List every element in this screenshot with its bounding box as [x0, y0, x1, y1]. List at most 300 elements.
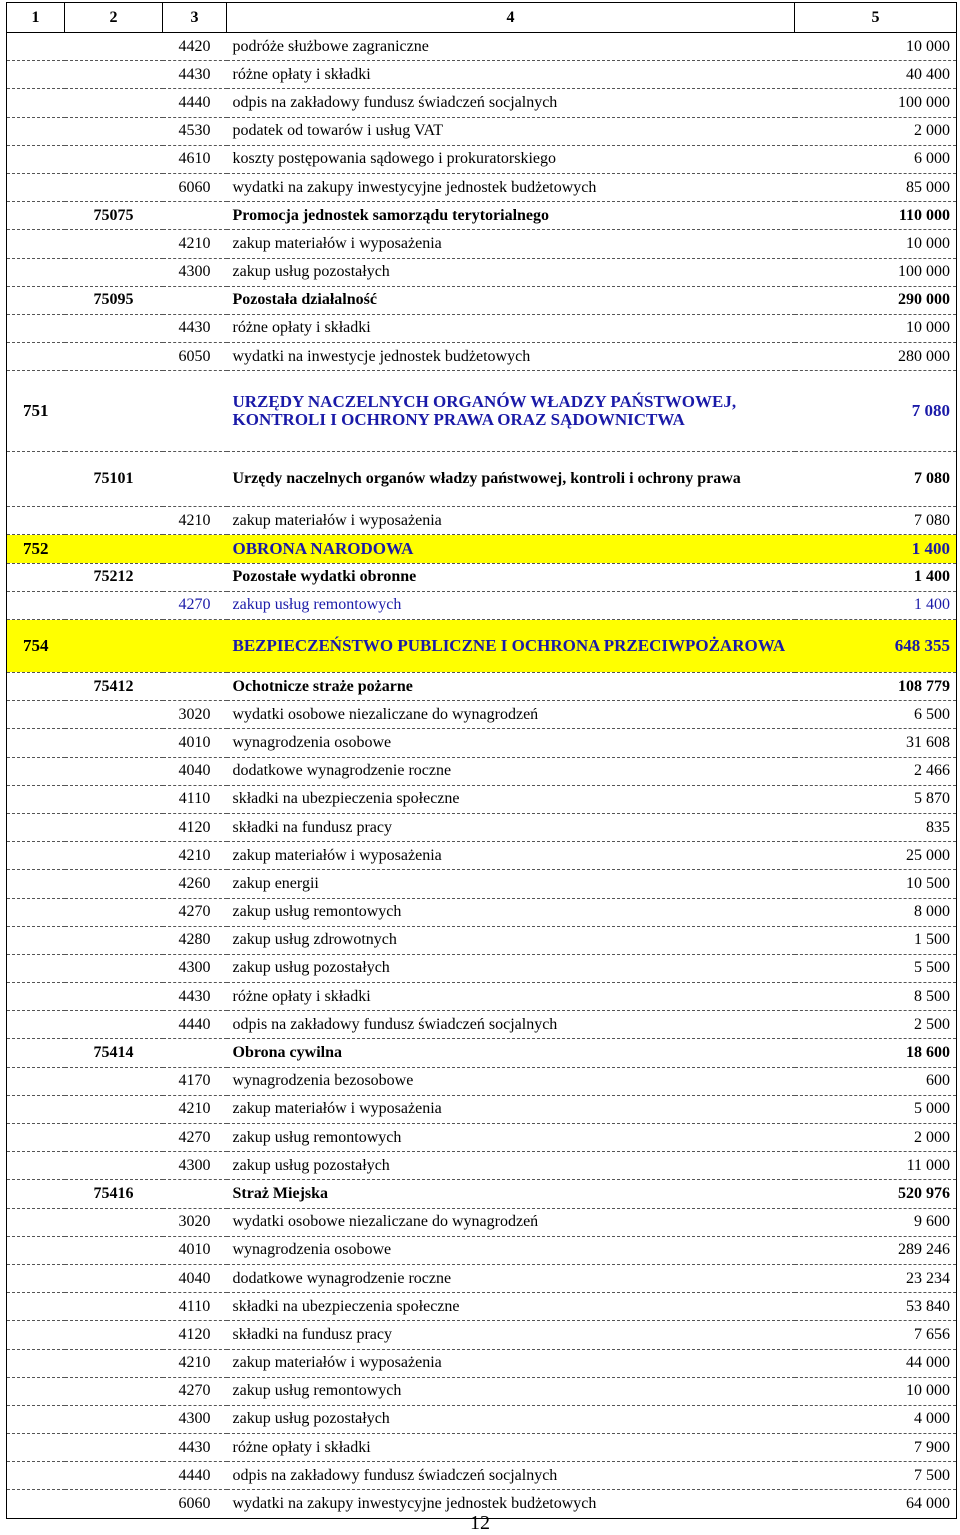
header-col-4: 4 — [227, 3, 795, 33]
table-row — [7, 1124, 957, 1152]
item-name: podatek od towarów i usług VAT — [227, 117, 795, 145]
item-amount: 100 000 — [795, 89, 957, 117]
table-row — [7, 1236, 957, 1264]
division-cell — [7, 1434, 65, 1462]
item-amount: 1 400 — [795, 591, 957, 619]
chapter-cell — [65, 314, 163, 342]
chapter-row — [7, 202, 957, 230]
item-name: składki na fundusz pracy — [227, 813, 795, 841]
division-cell — [7, 563, 65, 591]
division-code: 752 — [7, 535, 65, 563]
chapter-cell — [65, 1236, 163, 1264]
division-cell — [7, 1321, 65, 1349]
table-row — [7, 117, 957, 145]
paragraph-code: 4120 — [163, 1321, 227, 1349]
chapter-cell — [65, 813, 163, 841]
paragraph-cell — [163, 452, 227, 507]
table-row — [7, 1434, 957, 1462]
chapter-amount: 520 976 — [795, 1180, 957, 1208]
item-amount: 40 400 — [795, 61, 957, 89]
item-name: koszty postępowania sądowego i prokuratorskiego — [227, 145, 795, 173]
paragraph-code: 4300 — [163, 954, 227, 982]
table-row — [7, 507, 957, 535]
table-row — [7, 145, 957, 173]
paragraph-code: 4420 — [163, 33, 227, 61]
chapter-code: 75101 — [65, 452, 163, 507]
division-cell — [7, 1349, 65, 1377]
item-amount: 44 000 — [795, 1349, 957, 1377]
paragraph-code: 4270 — [163, 898, 227, 926]
paragraph-code: 4300 — [163, 1405, 227, 1433]
item-amount: 10 000 — [795, 314, 957, 342]
chapter-cell — [65, 870, 163, 898]
division-cell — [7, 1377, 65, 1405]
paragraph-code: 4210 — [163, 507, 227, 535]
paragraph-cell — [163, 371, 227, 452]
item-amount: 7 500 — [795, 1462, 957, 1490]
chapter-row — [7, 563, 957, 591]
paragraph-code: 4440 — [163, 89, 227, 117]
paragraph-code: 4120 — [163, 813, 227, 841]
table-row — [7, 785, 957, 813]
division-cell — [7, 1462, 65, 1490]
chapter-amount: 290 000 — [795, 286, 957, 314]
item-amount: 23 234 — [795, 1264, 957, 1292]
division-cell — [7, 926, 65, 954]
item-amount: 8 500 — [795, 983, 957, 1011]
table-row — [7, 1208, 957, 1236]
chapter-cell — [65, 954, 163, 982]
paragraph-cell — [163, 620, 227, 673]
table-row — [7, 314, 957, 342]
chapter-cell — [65, 1208, 163, 1236]
chapter-cell — [65, 117, 163, 145]
paragraph-code: 6060 — [163, 1490, 227, 1518]
paragraph-cell — [163, 202, 227, 230]
division-cell — [7, 452, 65, 507]
division-cell — [7, 1152, 65, 1180]
chapter-cell — [65, 701, 163, 729]
item-name: zakup usług remontowych — [227, 591, 795, 619]
chapter-cell — [65, 1124, 163, 1152]
chapter-cell — [65, 258, 163, 286]
division-code: 751 — [7, 371, 65, 452]
division-cell — [7, 757, 65, 785]
paragraph-code: 4430 — [163, 1434, 227, 1462]
table-header — [7, 3, 957, 33]
chapter-cell — [65, 1095, 163, 1123]
division-cell — [7, 61, 65, 89]
paragraph-code: 4300 — [163, 258, 227, 286]
chapter-cell — [65, 507, 163, 535]
item-name: różne opłaty i składki — [227, 314, 795, 342]
item-name: wydatki osobowe niezaliczane do wynagrodzeń — [227, 1208, 795, 1236]
paragraph-code: 4280 — [163, 926, 227, 954]
budget-sheet — [6, 2, 956, 1519]
table-row — [7, 813, 957, 841]
item-amount: 10 000 — [795, 230, 957, 258]
chapter-name: Urzędy naczelnych organów władzy państwowej, kontroli i ochrony prawa — [227, 452, 795, 507]
paragraph-code: 3020 — [163, 1208, 227, 1236]
table-row — [7, 1321, 957, 1349]
item-name: wynagrodzenia osobowe — [227, 1236, 795, 1264]
paragraph-code: 4210 — [163, 842, 227, 870]
chapter-cell — [65, 1405, 163, 1433]
item-name: zakup materiałów i wyposażenia — [227, 1095, 795, 1123]
division-cell — [7, 842, 65, 870]
item-name: wydatki na zakupy inwestycyjne jednostek budżetowych — [227, 1490, 795, 1518]
chapter-amount: 110 000 — [795, 202, 957, 230]
division-cell — [7, 1236, 65, 1264]
item-name: zakup usług pozostałych — [227, 1405, 795, 1433]
table-row — [7, 898, 957, 926]
division-cell — [7, 701, 65, 729]
division-cell — [7, 591, 65, 619]
division-row — [7, 535, 957, 563]
paragraph-code: 4530 — [163, 117, 227, 145]
paragraph-code: 4430 — [163, 314, 227, 342]
table-row — [7, 954, 957, 982]
header-col-5: 5 — [795, 3, 957, 33]
division-amount: 7 080 — [795, 371, 957, 452]
paragraph-code: 6050 — [163, 343, 227, 371]
paragraph-cell — [163, 535, 227, 563]
chapter-cell — [65, 620, 163, 673]
chapter-code: 75416 — [65, 1180, 163, 1208]
division-name: OBRONA NARODOWA — [227, 535, 795, 563]
division-cell — [7, 343, 65, 371]
table-row — [7, 33, 957, 61]
chapter-cell — [65, 1462, 163, 1490]
chapter-cell — [65, 1321, 163, 1349]
item-name: wynagrodzenia osobowe — [227, 729, 795, 757]
chapter-name: Pozostała działalność — [227, 286, 795, 314]
division-row — [7, 371, 957, 452]
division-cell — [7, 230, 65, 258]
paragraph-code: 4260 — [163, 870, 227, 898]
division-cell — [7, 89, 65, 117]
item-name: zakup usług remontowych — [227, 1124, 795, 1152]
item-name: wynagrodzenia bezosobowe — [227, 1067, 795, 1095]
division-cell — [7, 1293, 65, 1321]
page-number: 12 — [470, 1512, 490, 1534]
item-name: zakup materiałów i wyposażenia — [227, 842, 795, 870]
item-name: składki na fundusz pracy — [227, 1321, 795, 1349]
chapter-cell — [65, 898, 163, 926]
chapter-name: Ochotnicze straże pożarne — [227, 673, 795, 701]
chapter-cell — [65, 173, 163, 201]
table-row — [7, 1405, 957, 1433]
chapter-cell — [65, 33, 163, 61]
chapter-cell — [65, 371, 163, 452]
division-cell — [7, 898, 65, 926]
chapter-row — [7, 1180, 957, 1208]
division-amount: 648 355 — [795, 620, 957, 673]
division-cell — [7, 870, 65, 898]
table-row — [7, 701, 957, 729]
division-cell — [7, 173, 65, 201]
paragraph-cell — [163, 1180, 227, 1208]
chapter-cell — [65, 1067, 163, 1095]
header-col-2: 2 — [65, 3, 163, 33]
item-name: składki na ubezpieczenia społeczne — [227, 1293, 795, 1321]
division-cell — [7, 145, 65, 173]
paragraph-code: 4440 — [163, 1011, 227, 1039]
item-amount: 8 000 — [795, 898, 957, 926]
chapter-cell — [65, 842, 163, 870]
item-amount: 5 870 — [795, 785, 957, 813]
chapter-cell — [65, 757, 163, 785]
table-row — [7, 926, 957, 954]
item-name: wydatki osobowe niezaliczane do wynagrodzeń — [227, 701, 795, 729]
table-row — [7, 1067, 957, 1095]
item-amount: 7 080 — [795, 507, 957, 535]
item-name: zakup energii — [227, 870, 795, 898]
division-cell — [7, 1180, 65, 1208]
chapter-code: 75412 — [65, 673, 163, 701]
table-row — [7, 343, 957, 371]
chapter-cell — [65, 983, 163, 1011]
item-name: odpis na zakładowy fundusz świadczeń socjalnych — [227, 1462, 795, 1490]
chapter-row — [7, 286, 957, 314]
item-amount: 53 840 — [795, 1293, 957, 1321]
division-cell — [7, 983, 65, 1011]
paragraph-cell — [163, 286, 227, 314]
item-amount: 100 000 — [795, 258, 957, 286]
division-cell — [7, 1124, 65, 1152]
item-amount: 2 000 — [795, 1124, 957, 1152]
item-amount: 6 500 — [795, 701, 957, 729]
chapter-cell — [65, 343, 163, 371]
paragraph-code: 4210 — [163, 1349, 227, 1377]
paragraph-code: 4110 — [163, 785, 227, 813]
division-cell — [7, 1095, 65, 1123]
item-amount: 25 000 — [795, 842, 957, 870]
paragraph-code: 4270 — [163, 591, 227, 619]
chapter-name: Promocja jednostek samorządu terytorialnego — [227, 202, 795, 230]
paragraph-code: 4270 — [163, 1377, 227, 1405]
table-row — [7, 1095, 957, 1123]
chapter-cell — [65, 785, 163, 813]
item-amount: 31 608 — [795, 729, 957, 757]
chapter-cell — [65, 1152, 163, 1180]
item-amount: 2 466 — [795, 757, 957, 785]
paragraph-cell — [163, 1039, 227, 1067]
item-name: zakup usług remontowych — [227, 1377, 795, 1405]
table-row — [7, 591, 957, 619]
table-row — [7, 230, 957, 258]
item-name: zakup materiałów i wyposażenia — [227, 230, 795, 258]
item-amount: 9 600 — [795, 1208, 957, 1236]
item-amount: 2 000 — [795, 117, 957, 145]
item-amount: 2 500 — [795, 1011, 957, 1039]
item-amount: 10 000 — [795, 33, 957, 61]
division-cell — [7, 1011, 65, 1039]
chapter-cell — [65, 926, 163, 954]
chapter-amount: 1 400 — [795, 563, 957, 591]
item-name: odpis na zakładowy fundusz świadczeń socjalnych — [227, 1011, 795, 1039]
item-amount: 10 000 — [795, 1377, 957, 1405]
table-row — [7, 61, 957, 89]
division-cell — [7, 314, 65, 342]
item-name: dodatkowe wynagrodzenie roczne — [227, 1264, 795, 1292]
paragraph-cell — [163, 563, 227, 591]
paragraph-code: 4610 — [163, 145, 227, 173]
item-amount: 7 656 — [795, 1321, 957, 1349]
chapter-amount: 18 600 — [795, 1039, 957, 1067]
item-amount: 7 900 — [795, 1434, 957, 1462]
item-name: zakup usług pozostałych — [227, 954, 795, 982]
chapter-name: Pozostałe wydatki obronne — [227, 563, 795, 591]
division-cell — [7, 202, 65, 230]
division-cell — [7, 673, 65, 701]
chapter-code: 75075 — [65, 202, 163, 230]
chapter-cell — [65, 89, 163, 117]
paragraph-code: 3020 — [163, 701, 227, 729]
item-amount: 600 — [795, 1067, 957, 1095]
item-amount: 5 000 — [795, 1095, 957, 1123]
table-row — [7, 842, 957, 870]
division-cell — [7, 1264, 65, 1292]
division-name: BEZPIECZEŃSTWO PUBLICZNE I OCHRONA PRZECIWPOŻAROWA — [227, 620, 795, 673]
chapter-cell — [65, 1434, 163, 1462]
paragraph-code: 4170 — [163, 1067, 227, 1095]
division-cell — [7, 33, 65, 61]
division-name: URZĘDY NACZELNYCH ORGANÓW WŁADZY PAŃSTWOWEJ, KONTROLI I OCHRONY PRAWA ORAZ SĄDOWNICTWA — [227, 371, 795, 452]
chapter-cell — [65, 1264, 163, 1292]
header-col-1: 1 — [7, 3, 65, 33]
chapter-name: Obrona cywilna — [227, 1039, 795, 1067]
chapter-code: 75414 — [65, 1039, 163, 1067]
division-cell — [7, 1039, 65, 1067]
chapter-cell — [65, 1377, 163, 1405]
table-row — [7, 89, 957, 117]
division-cell — [7, 117, 65, 145]
paragraph-code: 4010 — [163, 1236, 227, 1264]
item-name: zakup usług pozostałych — [227, 258, 795, 286]
division-cell — [7, 785, 65, 813]
paragraph-code: 6060 — [163, 173, 227, 201]
chapter-cell — [65, 230, 163, 258]
item-name: zakup usług remontowych — [227, 898, 795, 926]
table-row — [7, 1293, 957, 1321]
item-name: zakup materiałów i wyposażenia — [227, 1349, 795, 1377]
division-cell — [7, 1405, 65, 1433]
item-amount: 85 000 — [795, 173, 957, 201]
item-amount: 64 000 — [795, 1490, 957, 1518]
table-row — [7, 1152, 957, 1180]
chapter-row — [7, 673, 957, 701]
division-cell — [7, 813, 65, 841]
table-row — [7, 173, 957, 201]
division-cell — [7, 954, 65, 982]
table-row — [7, 1264, 957, 1292]
chapter-cell — [65, 1293, 163, 1321]
division-cell — [7, 507, 65, 535]
chapter-cell — [65, 535, 163, 563]
division-cell — [7, 729, 65, 757]
paragraph-code: 4430 — [163, 983, 227, 1011]
chapter-amount: 108 779 — [795, 673, 957, 701]
item-name: zakup usług pozostałych — [227, 1152, 795, 1180]
paragraph-code: 4040 — [163, 1264, 227, 1292]
table-row — [7, 1462, 957, 1490]
paragraph-code: 4010 — [163, 729, 227, 757]
paragraph-code: 4040 — [163, 757, 227, 785]
chapter-row — [7, 1039, 957, 1067]
item-amount: 10 500 — [795, 870, 957, 898]
item-name: zakup materiałów i wyposażenia — [227, 507, 795, 535]
division-cell — [7, 286, 65, 314]
division-row — [7, 620, 957, 673]
chapter-cell — [65, 1349, 163, 1377]
chapter-cell — [65, 145, 163, 173]
item-amount: 289 246 — [795, 1236, 957, 1264]
division-cell — [7, 1208, 65, 1236]
paragraph-code: 4270 — [163, 1124, 227, 1152]
table-row — [7, 757, 957, 785]
item-name: odpis na zakładowy fundusz świadczeń socjalnych — [227, 89, 795, 117]
paragraph-code: 4430 — [163, 61, 227, 89]
chapter-cell — [65, 729, 163, 757]
paragraph-code: 4210 — [163, 230, 227, 258]
chapter-cell — [65, 1011, 163, 1039]
expenditure-table — [6, 2, 957, 1519]
item-name: składki na ubezpieczenia społeczne — [227, 785, 795, 813]
item-name: wydatki na inwestycje jednostek budżetowych — [227, 343, 795, 371]
division-code: 754 — [7, 620, 65, 673]
chapter-cell — [65, 591, 163, 619]
table-row — [7, 729, 957, 757]
item-amount: 835 — [795, 813, 957, 841]
chapter-row — [7, 452, 957, 507]
item-amount: 6 000 — [795, 145, 957, 173]
paragraph-cell — [163, 673, 227, 701]
chapter-name: Straż Miejska — [227, 1180, 795, 1208]
table-row — [7, 1349, 957, 1377]
paragraph-code: 4210 — [163, 1095, 227, 1123]
table-row — [7, 1377, 957, 1405]
paragraph-code: 4110 — [163, 1293, 227, 1321]
item-amount: 5 500 — [795, 954, 957, 982]
table-row — [7, 1011, 957, 1039]
item-name: podróże służbowe zagraniczne — [227, 33, 795, 61]
table-row — [7, 870, 957, 898]
paragraph-code: 4300 — [163, 1152, 227, 1180]
chapter-cell — [65, 61, 163, 89]
division-cell — [7, 258, 65, 286]
item-name: różne opłaty i składki — [227, 983, 795, 1011]
item-amount: 4 000 — [795, 1405, 957, 1433]
chapter-amount: 7 080 — [795, 452, 957, 507]
table-row — [7, 983, 957, 1011]
item-amount: 11 000 — [795, 1152, 957, 1180]
item-amount: 1 500 — [795, 926, 957, 954]
division-cell — [7, 1067, 65, 1095]
chapter-code: 75212 — [65, 563, 163, 591]
item-name: dodatkowe wynagrodzenie roczne — [227, 757, 795, 785]
paragraph-code: 4440 — [163, 1462, 227, 1490]
item-name: zakup usług zdrowotnych — [227, 926, 795, 954]
chapter-code: 75095 — [65, 286, 163, 314]
header-col-3: 3 — [163, 3, 227, 33]
division-amount: 1 400 — [795, 535, 957, 563]
item-name: różne opłaty i składki — [227, 61, 795, 89]
item-name: różne opłaty i składki — [227, 1434, 795, 1462]
item-amount: 280 000 — [795, 343, 957, 371]
table-row — [7, 258, 957, 286]
item-name: wydatki na zakupy inwestycyjne jednostek budżetowych — [227, 173, 795, 201]
